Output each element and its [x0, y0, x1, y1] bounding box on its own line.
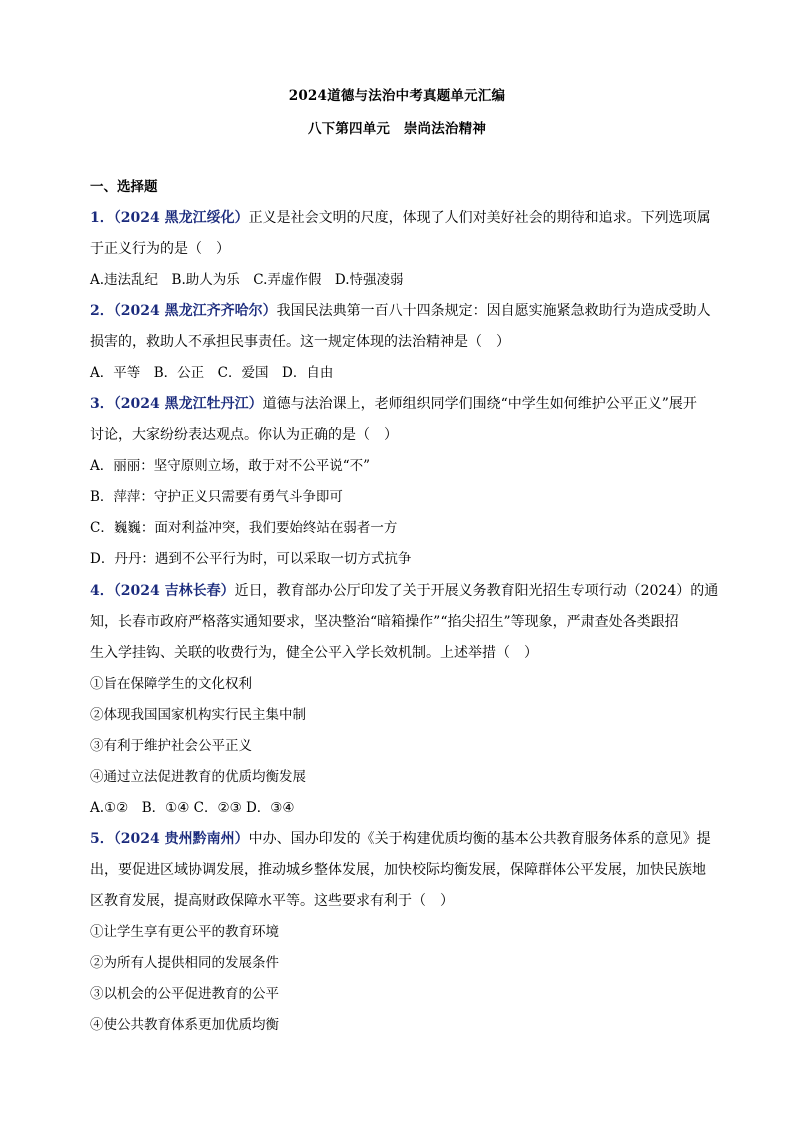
question-source: （2024 黑龙江牡丹江） [113, 396, 263, 412]
question-5-statement-1: ①让学生享有更公平的教育环境 [90, 924, 279, 940]
question-3-option-c: C．巍巍：面对利益冲突，我们要始终站在弱者一方 [90, 520, 398, 536]
question-text: 正义是社会文明的尺度，体现了人们对美好社会的期待和追求。下列选项属 [248, 210, 711, 226]
question-3-line-1 [90, 395, 730, 413]
section-heading: 一、选择题 [90, 179, 158, 195]
question-1-line-2: 于正义行为的是（ ） [90, 241, 230, 257]
question-number: 3． [90, 396, 114, 412]
question-3-option-a: A．丽丽：坚守原则立场，敢于对不公平说“不” [90, 458, 371, 474]
question-number: 5． [90, 831, 114, 847]
question-text: 道德与法治课上，老师组织同学们围绕“中学生如何维护公平正义”展开 [262, 396, 697, 412]
question-4-line-3: 生入学挂钩、关联的收费行为，健全公平入学长效机制。上述举措（ ） [90, 645, 538, 661]
question-text: 近日，教育部办公厅印发了关于开展义务教育阳光招生专项行动（2024）的通 [234, 583, 719, 599]
question-5-line-1 [90, 830, 730, 848]
question-number: 1． [90, 210, 114, 226]
question-4-line-2: 知，长春市政府严格落实通知要求，坚决整治“暗箱操作”“掐尖招生”等现象，严肃查处各类跟招 [90, 614, 679, 630]
question-source: （2024 吉林长春） [113, 583, 235, 599]
question-number: 4． [90, 583, 114, 599]
question-3-option-b: B．萍萍：守护正义只需要有勇气斗争即可 [90, 489, 343, 505]
question-4-statement-1: ①旨在保障学生的文化权利 [90, 676, 252, 692]
question-4-options: A.①② B．①④ C．②③ D．③④ [90, 800, 295, 816]
question-4-statement-3: ③有利于维护社会公平正义 [90, 738, 252, 754]
document-title: 2024道德与法治中考真题单元汇编 [288, 88, 506, 104]
question-1-line-1 [90, 209, 730, 227]
question-2-line-2: 损害的，救助人不承担民事责任。这一规定体现的法治精神是（ ） [90, 334, 510, 350]
question-5-statement-2: ②为所有人提供相同的发展条件 [90, 955, 279, 971]
question-1-options: A.违法乱纪 B.助人为乐 C.弄虚作假 D.恃强凌弱 [90, 272, 404, 288]
question-4-statement-4: ④通过立法促进教育的优质均衡发展 [90, 769, 306, 785]
question-3-line-2: 讨论，大家纷纷表达观点。你认为正确的是（ ） [90, 427, 398, 443]
question-5-line-3: 区教育发展，提高财政保障水平等。这些要求有利于（ ） [90, 893, 454, 909]
question-4-statement-2: ②体现我国国家机构实行民主集中制 [90, 707, 306, 723]
question-source: （2024 黑龙江齐齐哈尔） [113, 303, 277, 319]
question-text: 我国民法典第一百八十四条规定：因自愿实施紧急救助行为造成受助人 [276, 303, 711, 319]
document-subtitle: 八下第四单元 崇尚法治精神 [307, 121, 487, 137]
question-source: （2024 贵州黔南州） [113, 831, 249, 847]
question-3-option-d: D．丹丹：遇到不公平行为时，可以采取一切方式抗争 [90, 551, 412, 567]
question-4-line-1 [90, 582, 730, 600]
question-5-statement-4: ④使公共教育体系更加优质均衡 [90, 1017, 279, 1033]
question-number: 2． [90, 303, 114, 319]
question-5-line-2: 出，要促进区域协调发展，推动城乡整体发展，加快校际均衡发展，保障群体公平发展，加快民族地 [90, 862, 706, 878]
question-2-line-1 [90, 302, 730, 320]
question-text: 中办、国办印发的《关于构建优质均衡的基本公共教育服务体系的意见》提 [248, 831, 711, 847]
question-source: （2024 黑龙江绥化） [113, 210, 249, 226]
question-5-statement-3: ③以机会的公平促进教育的公平 [90, 986, 279, 1002]
question-2-options: A．平等 B．公正 C．爱国 D．自由 [90, 365, 334, 381]
